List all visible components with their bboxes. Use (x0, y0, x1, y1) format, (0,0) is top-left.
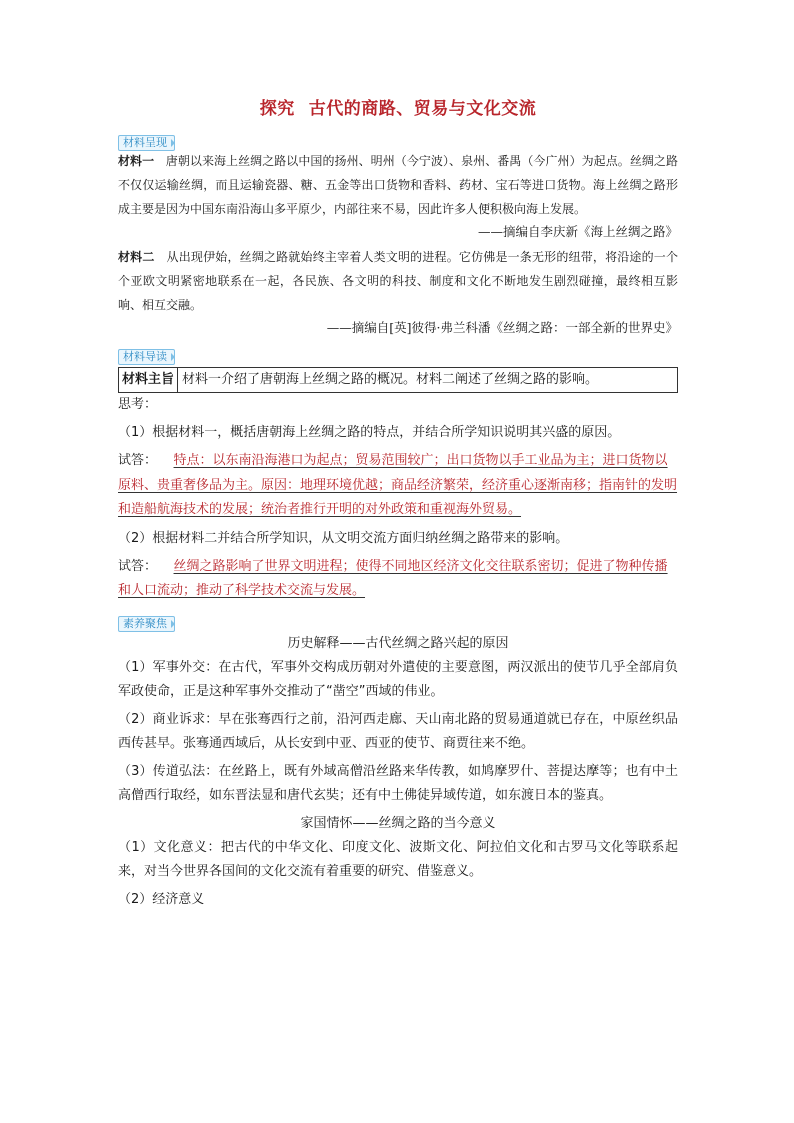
answer-1-label: 试答： (118, 453, 158, 468)
section2-heading: 家国情怀——丝绸之路的当今意义 (300, 815, 496, 831)
theme-label: 材料主旨 (119, 368, 178, 392)
material1-label: 材料一 (118, 154, 155, 168)
document-page (118, 0, 678, 912)
material-tag: 材料呈现 (118, 135, 175, 151)
section2-item-1: （1）文化意义：把古代的中华文化、印度文化、波斯文化、阿拉伯文化和古罗马文化等联系起来，对当今世界各国间的文化交流有着重要的研究、借鉴意义。 (118, 839, 678, 879)
material2-paragraph (118, 245, 678, 317)
theme-text: 材料一介绍了唐朝海上丝绸之路的概况。材料二阐述了丝绸之路的影响。 (182, 372, 599, 387)
guide-tag: 材料导读 (118, 349, 175, 365)
material2-text: 从出现伊始，丝绸之路就始终主宰着人类文明的进程。它仿佛是一条无形的纽带，将沿途的一个个亚欧文明紧密地联系在一起，各民族、各文明的科技、制度和文化不断地发生剧烈碰撞，最终相互影响、相互交融。 (118, 250, 678, 312)
material1-text: 唐朝以来海上丝绸之路以中国的扬州、明州（今宁波）、泉州、番禺（今广州）为起点。丝绸之路不仅仅运输丝绸，而且运输瓷器、糖、五金等出口货物和香料、药材、宝石等进口货物。海上丝绸之路形成主要是因为中国东南沿海山多平原少，内部往来不易，因此许多人便积极向海上发展。 (118, 154, 678, 216)
title-part2: 古代的商路、贸易与文化交流 (308, 99, 537, 119)
material2-source: ——摘编自[英]彼得·弗兰科潘《丝绸之路：一部全新的世界史》 (326, 320, 678, 335)
answer-1 (118, 449, 678, 523)
theme-box (118, 367, 678, 393)
thinking-label: 思考： (118, 397, 158, 412)
question-1: （1）根据材料一，概括唐朝海上丝绸之路的特点，并结合所学知识说明其兴盛的原因。 (118, 425, 621, 440)
literacy-tag: 素养聚焦 (118, 616, 175, 632)
material1-paragraph (118, 149, 678, 221)
section1-item-2: （2）商业诉求：早在张骞西行之前，沿河西走廊、天山南北路的贸易通道就已存在，中原丝织品西传甚早。张骞通西域后，从长安到中亚、西亚的使节、商贾往来不绝。 (118, 711, 678, 751)
material-tag-row (118, 131, 678, 147)
answer-2 (118, 555, 678, 604)
material1-source: ——摘编自李庆新《海上丝绸之路》 (477, 224, 678, 239)
guide-tag-row (118, 345, 678, 361)
material2-label: 材料二 (118, 250, 155, 264)
answer-2-text: 丝绸之路影响了世界文明进程；使得不同地区经济文化交往联系密切；促进了物种传播和人口流动；推动了科学技术交流与发展。 (118, 558, 668, 598)
page-title (118, 97, 678, 121)
section1-heading: 历史解释——古代丝绸之路兴起的原因 (287, 635, 509, 651)
answer-2-label: 试答： (118, 558, 158, 574)
answer-1-text: 特点：以东南沿海港口为起点；贸易范围较广；出口货物以手工业品为主；进口货物以原料、贵重奢侈品为主。原因：地理环境优越；商品经济繁荣，经济重心逐渐南移；指南针的发明和造船航海技术的发展；统治者推行开明的对外政策和重视海外贸易。 (118, 453, 678, 517)
section1-item-1: （1）军事外交：在古代，军事外交构成历朝对外遣使的主要意图，两汉派出的使节几乎全部肩负军政使命，正是这种军事外交推动了“凿空”西域的伟业。 (118, 659, 678, 699)
question-2: （2）根据材料二并结合所学知识，从文明交流方面归纳丝绸之路带来的影响。 (118, 530, 569, 546)
section1-item-3: （3）传道弘法：在丝路上，既有外域高僧沿丝路来华传教，如鸠摩罗什、菩提达摩等；也有中土高僧西行取经，如东晋法显和唐代玄奘；还有中土佛徒异域传道，如东渡日本的鉴真。 (118, 763, 678, 803)
section2-item-2: （2）经济意义 (118, 891, 205, 907)
literacy-tag-row (118, 612, 678, 628)
title-part1: 探究 (259, 99, 295, 119)
